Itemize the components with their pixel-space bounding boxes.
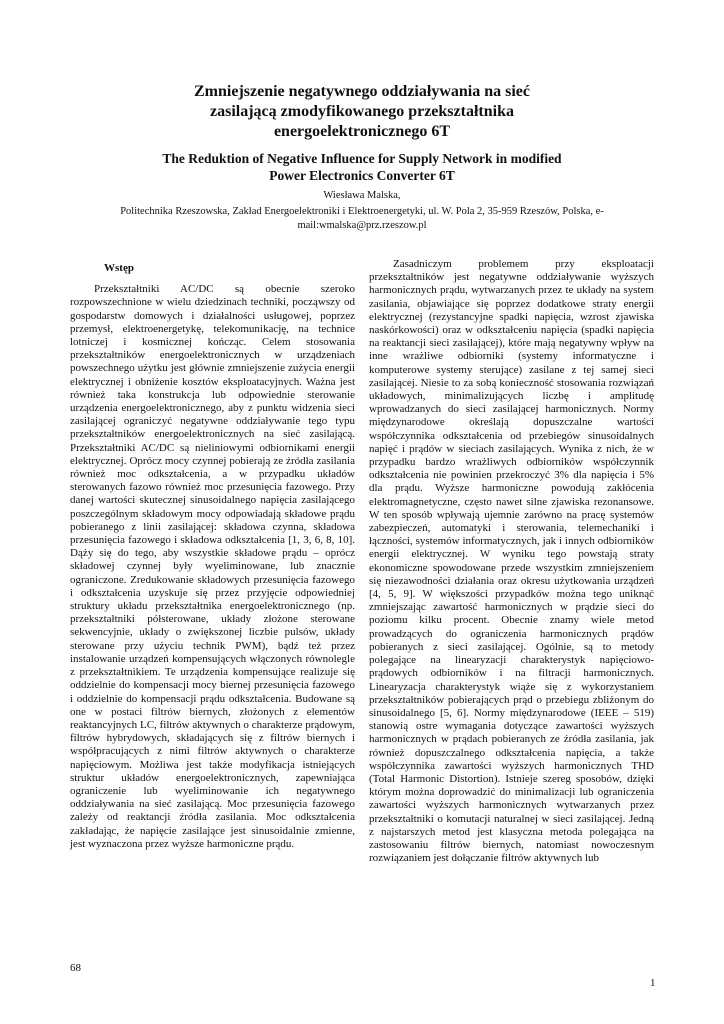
page-number-right: 1 xyxy=(650,977,656,989)
title-polish-line-3: energoelektronicznego 6T xyxy=(273,123,451,140)
title-polish-line-1: Zmniejszenie negatywnego oddziaływania na sieć xyxy=(194,83,530,100)
left-column xyxy=(70,258,355,851)
left-column-paragraph: Przekształtniki AC/DC są obecnie szeroko rozpowszechnione w wielu dziedzinach techniki, począwszy od gospodarstw domowych i działalności usługowej, poprzez przemysł, elektroenergetykę, telekomunikację, na technice lotniczej i kosmicznej kończąc. Celem stosowania przekształtników energoelektronicznych w urządzeniach powszechnego użytku jest głównie zmniejszenie zużycia energii elektrycznej i obniżenie kosztów eksploatacyjnych. Ważna jest również taka konstrukcja lub odpowiednie sterowanie urządzenia energoelektronicznego, aby z punktu widzenia sieci zasilającej ograniczyć negatywne oddziaływanie tego typu przekształtników energoelektronicznych na sieć zasilającą. Przekształtniki AC/DC są nieliniowymi odbiornikami energii elektrycznej. Oprócz mocy czynnej pobierają ze źródła zasilania również moc odkształcenia, a w przypadku układów sterowanych fazowo również moc przesunięcia fazowego. Przy danej wartości skutecznej sinusoidalnego napięcia zasilającego poszczególnym składowym mocy odpowiadają składowe prądu pobieranego z linii zasilającej: składowa czynna, składowa przesunięcia fazowego i składowa odkształcenia [1, 3, 6, 8, 10]. Dąży się do tego, aby wszystkie składowe prądu – oprócz składowej czynnej były wyeliminowane, lub znacznie ograniczone. Zredukowanie składowych przesunięcia fazowego i odkształcenia uzyskuje się przez przyjęcie odpowiedniej struktury układu przekształtnika energoelektronicznego (np. przekształtniki półsterowane, układy złożone sterowane sekwencyjnie, układy o zwiększonej liczbie pulsów, układy sterowane przy użyciu technik PWM), bądź też przez instalowanie urządzeń kompensujących włączonych równolegle z przekształtnikiem. Te urządzenia kompensujące realizuje się oddzielnie do kompensacji mocy biernej przesunięcia fazowego i oddzielnie do kompensacji prądu odkształcenia. Budowane są one w postaci filtrów biernych, złożonych z elementów reaktancyjnych LC, filtrów aktywnych o charakterze prądowym, filtrów hybrydowych, składających się z filtrów biernych i współpracujących z nimi filtrów aktywnych o charakterze napięciowym. Możliwa jest także modyfikacja istniejących struktur układów energoelektronicznych, zapewniająca ograniczenie lub wyeliminowanie ich negatywnego oddziaływania na sieć zasilającą. Moc przesunięcia fazowego zależy od reaktancji źródła zasilania. Moc odkształcenia zakładając, że napięcie zasilające jest sinusoidalnie zmienne, jest wyznaczona przez wyższe harmoniczne prądu. xyxy=(70,283,355,850)
affiliation xyxy=(100,205,624,233)
title-english-line-2: Power Electronics Converter 6T xyxy=(269,168,455,183)
author-name: Wiesława Malska, xyxy=(323,190,401,201)
affiliation-line-1: Politechnika Rzeszowska, Zakład Energoelektroniki i Elektroenergetyki, ul. W. Pola 2, 35-959 Rzeszów, Polska, e- xyxy=(120,206,604,217)
section-heading: Wstęp xyxy=(104,262,134,274)
page-number-left: 68 xyxy=(70,962,81,974)
title-english xyxy=(100,150,624,184)
right-column-paragraph: Zasadniczym problemem przy eksploatacji przekształtników jest negatywne oddziaływanie wyższych harmonicznych prądu, wytwarzanych przez te układy na system zasilania, objawiające się poprzez dodatkowe straty energii elektrycznej (rezystancyjne spadki napięcia, wzrost zjawiska naskórkowości) oraz w odkształceniu napięcia (spadki napięcia na reaktancji sieci zasilającej), które mają negatywny wpływ na inne wrażliwe odbiorniki (systemy informatyczne i komputerowe systemy sterujące) zasilane z tej samej sieci zasilającej. Niesie to za sobą konieczność stosowania rozwiązań układowych, minimalizujących liczbę i amplitudę wprowadzanych do sieci zasilającej harmonicznych. Normy międzynarodowe określają dopuszczalne wartości współczynnika odkształcenia od przebiegów sinusoidalnych napięć i prądów w sieciach zasilających. Wynika z nich, że w przypadku bardzo wrażliwych odbiorników współczynnik odkształcenia nie powinien przekroczyć 3% dla napięcia i 5% dla prądu. Wyższe harmoniczne powodują zakłócenia elektromagnetyczne, często nawet silne zjawiska rezonansowe. W ten sposób wpływają ujemnie zarówno na pracę systemów zabezpieczeń, automatyki i sterowania, telemechaniki i łączności, systemów informatycznych, jak i innych odbiorników energii elektrycznej. W wyniku tego powstają straty ekonomiczne spowodowane przede wszystkim zmniejszeniem się niezawodności działania oraz okresu użytkowania urządzeń [4, 5, 9]. W większości przypadków można tego uniknąć zmniejszając zawartość harmonicznych w prądzie sieci do poziomu kilku procent. Obecnie znamy wiele metod prowadzących do ograniczenia harmonicznych prądów pobieranych z sieci zasilającej. Ogólnie, są to metody polegające na linearyzacji charakterystyk napięciowo-prądowych odbiorników i na filtracji harmonicznych. Linearyzacja charakterystyk wiąże się z wykorzystaniem przekształtników pobierających prąd o przebiegu zbliżonym do sinusoidalnego [5, 6]. Normy międzynarodowe (IEEE – 519) stanowią ostre wymagania dotyczące zawartości wyższych harmonicznych w prądach pobieranych ze źródła zasilania, jak również dopuszczalnego odkształcenia napięcia, a także współczynnika zawartości wyższych harmonicznych THD (Total Harmonic Distortion). Istnieje szereg sposobów, dzięki którym można doprowadzić do minimalizacji lub ograniczenia zawartości wyższych harmonicznych wytwarzanych przez przekształtniki o komutacji naturalnej w sieci zasilającej. Jedną z najstarszych metod jest klasyczna metoda polegająca na zastosowaniu filtrów biernych, natomiast nowoczesnym rozwiązaniem jest dołączanie filtrów aktywnych lub xyxy=(369,258,654,865)
title-english-line-1: The Reduktion of Negative Influence for Supply Network in modified xyxy=(162,151,562,166)
title-polish xyxy=(120,82,604,142)
right-column xyxy=(369,258,654,865)
affiliation-line-2: mail:wmalska@prz.rzeszow.pl xyxy=(297,220,427,231)
title-polish-line-2: zasilającą zmodyfikowanego przekształtnika xyxy=(210,103,514,120)
